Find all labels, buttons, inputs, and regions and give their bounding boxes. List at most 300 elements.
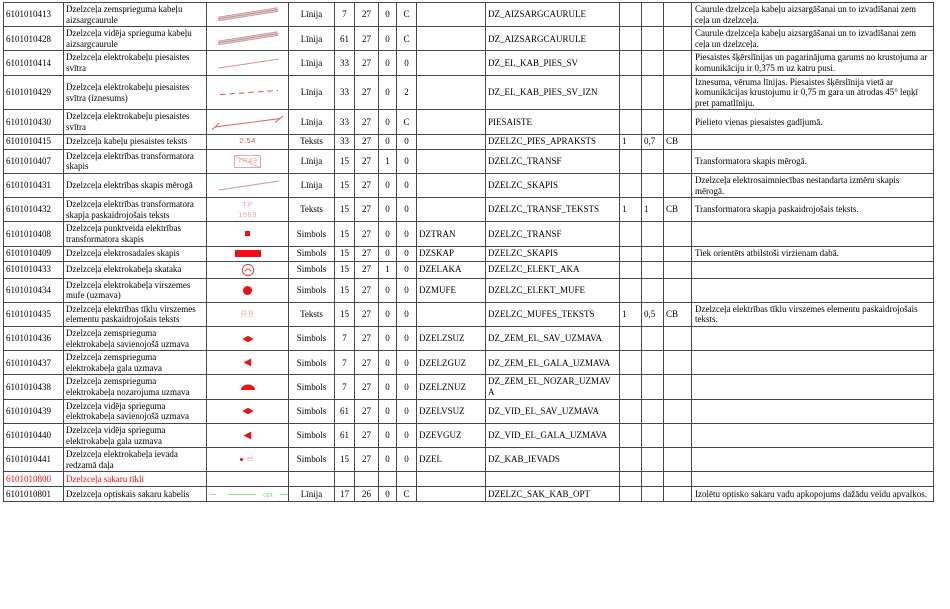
cell-layer-name: DZ_ZEM_EL_NOZAR_UZMAVA (486, 375, 620, 399)
cell-flag2: C (397, 487, 417, 502)
cell-type: Simbols (289, 375, 335, 399)
cell-description: Dzelzceļa elektrokabeļa skataka (64, 261, 207, 278)
cell-type: Simbols (289, 278, 335, 302)
cell-description: Dzelzceļa elektrības tīklu virszemes elementu paskaidrojošais teksts (64, 302, 207, 326)
cell-flag2: 0 (397, 222, 417, 246)
cell-block-code (417, 134, 486, 149)
cell-layer-name: DZELZC_SKAPIS (486, 173, 620, 197)
cell-weight: 7 (335, 375, 355, 399)
cell-weight: 15 (335, 246, 355, 261)
section-row (4, 472, 934, 487)
table-row (4, 261, 934, 278)
cell-symbol (207, 261, 289, 278)
cell-weight: 61 (335, 423, 355, 447)
cell-style (664, 487, 692, 502)
table-row (4, 198, 934, 222)
cell-symbol (207, 399, 289, 423)
cell-note: Pielieto vienas piesaistes gadījumā. (692, 110, 934, 134)
cell-layer-name: DZELZC_MUFES_TEKSTS (486, 302, 620, 326)
cell-type: Teksts (289, 134, 335, 149)
cell-block-code (417, 75, 486, 110)
cell-scale (620, 351, 642, 375)
cell-type: Simbols (289, 423, 335, 447)
cell-style (664, 3, 692, 27)
cell-style (664, 423, 692, 447)
cell-layer-name: DZ_VID_EL_SAV_UZMAVA (486, 399, 620, 423)
cell-symbol (207, 487, 289, 502)
cell-type: Līnija (289, 51, 335, 75)
hatched-line-symbol (212, 30, 284, 47)
cell-scale (620, 149, 642, 173)
cell-layer-name: DZ_EL_KAB_PIES_SV_IZN (486, 75, 620, 110)
cell-symbol (207, 278, 289, 302)
cell-height (642, 51, 664, 75)
cell-flag1: 0 (379, 423, 397, 447)
cell-note (692, 448, 934, 472)
cell-scale (620, 448, 642, 472)
cell-scale (620, 375, 642, 399)
cell-flag1: 0 (379, 399, 397, 423)
table-row (4, 246, 934, 261)
cell-height (642, 448, 664, 472)
cell-flag1: 0 (379, 327, 397, 351)
cell-height (642, 149, 664, 173)
cell-layer: 27 (355, 399, 379, 423)
cell-note: Iznesuma, vēruma līnijas. Piesaistes šķērslīnija vietā ar komunikācijas krustojumu ir 0,75 m gara un atrodas 45° leņķī pret pamatlīniju. (692, 75, 934, 110)
cell-id: 6101010435 (4, 302, 64, 326)
cell-weight: 15 (335, 261, 355, 278)
cell-block-code (417, 3, 486, 27)
cell-height (642, 173, 664, 197)
cell-layer: 27 (355, 327, 379, 351)
cell-id: 6101010431 (4, 173, 64, 197)
symbol-wrap (207, 404, 288, 418)
cell-layer: 27 (355, 198, 379, 222)
cell-layer: 27 (355, 110, 379, 134)
cell-block-code (417, 487, 486, 502)
cell-flag2: 0 (397, 278, 417, 302)
cell-layer: 27 (355, 351, 379, 375)
cell-weight: 15 (335, 278, 355, 302)
cell-note: Piesaistes šķērslīnijas un pagarinājuma garums no krustojuma ar komunikāciju ir 0,375 m uz katru pusi. (692, 51, 934, 75)
cell-layer: 27 (355, 134, 379, 149)
cell-height (642, 278, 664, 302)
cell-layer: 27 (355, 302, 379, 326)
cell-id: 6101010439 (4, 399, 64, 423)
sample-text-symbol: R8 (240, 309, 255, 320)
cell-flag2: 0 (397, 399, 417, 423)
cell-id: 6101010429 (4, 75, 64, 110)
cell-layer-name: DZ_EL_KAB_PIES_SV (486, 51, 620, 75)
cell-block-code: DZSKAP (417, 246, 486, 261)
cell-block-code (417, 173, 486, 197)
cell-layer: 27 (355, 27, 379, 51)
optical-cable-line-symbol (207, 488, 288, 500)
cell-symbol (207, 27, 289, 51)
cell-height (642, 222, 664, 246)
cell-description: Dzelzceļa vidēja sprieguma elektrokabeļa savienojošā uzmava (64, 399, 207, 423)
cell-note (692, 261, 934, 278)
cell-flag2: 0 (397, 246, 417, 261)
cell-symbol (207, 173, 289, 197)
dashed-line-symbol (212, 84, 284, 101)
table-row (4, 75, 934, 110)
cell-note: Dzelzceļa elektrosaimniecības nestandarta izmēru skapis mērogā. (692, 173, 934, 197)
cell-description: Dzelzceļa vidēja sprieguma elektrokabeļa gala uzmava (64, 423, 207, 447)
cell-height (642, 27, 664, 51)
cell-layer: 27 (355, 448, 379, 472)
cell-scale (620, 472, 642, 487)
cell-layer: 26 (355, 487, 379, 502)
symbol-wrap (207, 227, 288, 241)
cell-style (664, 278, 692, 302)
table-row (4, 27, 934, 51)
cell-type: Simbols (289, 399, 335, 423)
cell-style (664, 110, 692, 134)
cell-height (642, 351, 664, 375)
cell-type: Simbols (289, 351, 335, 375)
cell-layer-name: DZELZC_SAK_KAB_OPT (486, 487, 620, 502)
cell-layer-name: DZELZC_TRANSF_TEKSTS (486, 198, 620, 222)
cell-description: Dzelzceļa elektrokabeļa ievada redzamā daļa (64, 448, 207, 472)
ticked-line-symbol (209, 113, 287, 131)
cell-scale (620, 423, 642, 447)
symbol-wrap (207, 283, 288, 297)
cell-scale (620, 487, 642, 502)
cell-layer: 27 (355, 173, 379, 197)
cell-id: 6101010415 (4, 134, 64, 149)
cell-weight: 61 (335, 399, 355, 423)
cell-id: 6101010408 (4, 222, 64, 246)
cell-layer-name: PIESAISTE (486, 110, 620, 134)
cell-id: 6101010409 (4, 246, 64, 261)
cell-layer (355, 472, 379, 487)
cell-block-code: DZELZSUZ (417, 327, 486, 351)
cell-id: 6101010433 (4, 261, 64, 278)
cell-block-code (417, 472, 486, 487)
cell-flag1: 0 (379, 278, 397, 302)
symbol-wrap (207, 453, 288, 467)
cell-style (664, 375, 692, 399)
cell-block-code (417, 110, 486, 134)
cell-weight: 7 (335, 3, 355, 27)
table-row (4, 222, 934, 246)
cell-layer-name: DZELZC_TRANSF (486, 149, 620, 173)
cell-style: CB (664, 134, 692, 149)
cell-id: 6101010432 (4, 198, 64, 222)
table-row (4, 375, 934, 399)
table-row (4, 327, 934, 351)
cell-symbol (207, 51, 289, 75)
cell-layer-name: DZ_VID_EL_GALA_UZMAVA (486, 423, 620, 447)
cell-id: 6101010438 (4, 375, 64, 399)
cell-description: Dzelzceļa optiskais sakaru kabelis (64, 487, 207, 502)
cell-flag1: 0 (379, 110, 397, 134)
symbol-wrap (207, 113, 288, 131)
cell-flag1: 0 (379, 51, 397, 75)
cell-height (642, 487, 664, 502)
cell-type: Līnija (289, 487, 335, 502)
cell-note: Transformatora skapja paskaidrojošais teksts. (692, 198, 934, 222)
cell-style (664, 75, 692, 110)
cell-style (664, 448, 692, 472)
cell-description: Dzelzceļa zemsprieguma elektrokabeļa nozarojuma uzmava (64, 375, 207, 399)
cell-weight: 15 (335, 448, 355, 472)
table-row (4, 278, 934, 302)
cell-id: 6101010440 (4, 423, 64, 447)
cell-block-code (417, 149, 486, 173)
cell-id: 6101010800 (4, 472, 64, 487)
cell-weight: 33 (335, 75, 355, 110)
cell-symbol (207, 423, 289, 447)
cell-description: Dzelzceļa elektrokabeļu piesaistes svītra (iznesums) (64, 75, 207, 110)
cell-type (289, 472, 335, 487)
table-row (4, 351, 934, 375)
dome-symbol (240, 384, 256, 391)
cell-flag1: 0 (379, 351, 397, 375)
cell-height (642, 423, 664, 447)
transformer-box-symbol (234, 155, 262, 168)
symbol-wrap (207, 135, 288, 149)
cell-symbol (207, 327, 289, 351)
cell-layer-name: DZELZC_PIES_APRAKSTS (486, 134, 620, 149)
cell-description: Dzelzceļa elektrības transformatora skapis (64, 149, 207, 173)
cell-layer: 27 (355, 3, 379, 27)
cell-layer-name: DZ_KAB_IEVADS (486, 448, 620, 472)
cell-type: Līnija (289, 75, 335, 110)
table-row (4, 399, 934, 423)
cell-height (642, 75, 664, 110)
symbol-wrap (207, 472, 288, 486)
cell-flag2: 0 (397, 198, 417, 222)
cell-note (692, 278, 934, 302)
sample-text-symbol: 2.54 (239, 136, 256, 146)
cell-style (664, 261, 692, 278)
cell-layer-name: DZELZC_ELEKT_MUFE (486, 278, 620, 302)
filled-square-symbol (245, 231, 250, 236)
cell-flag1: 1 (379, 261, 397, 278)
cell-scale (620, 27, 642, 51)
cell-description: Dzelzceļa elektrokabeļa virszemes mufe (uzmava) (64, 278, 207, 302)
cell-id: 6101010434 (4, 278, 64, 302)
cell-type: Līnija (289, 149, 335, 173)
table-row (4, 487, 934, 502)
symbol-wrap (207, 332, 288, 346)
cell-weight: 61 (335, 27, 355, 51)
cell-style: CB (664, 198, 692, 222)
cell-style (664, 351, 692, 375)
cell-flag1: 0 (379, 246, 397, 261)
cell-type: Teksts (289, 302, 335, 326)
cell-id: 6101010437 (4, 351, 64, 375)
cell-layer-name (486, 472, 620, 487)
hatched-line-symbol (212, 6, 284, 23)
cell-scale (620, 75, 642, 110)
cell-style (664, 222, 692, 246)
cell-scale: 1 (620, 134, 642, 149)
cell-flag2: C (397, 3, 417, 27)
table-row (4, 134, 934, 149)
cell-flag1: 0 (379, 75, 397, 110)
table-row (4, 110, 934, 134)
cell-scale (620, 51, 642, 75)
cell-description: Dzelzceļa vidēja sprieguma kabeļu aizsargcaurule (64, 27, 207, 51)
cell-description: Dzelzceļa elektrokabeļu piesaistes svītra (64, 110, 207, 134)
cell-height (642, 261, 664, 278)
cell-block-code: DZEVGUZ (417, 423, 486, 447)
cell-flag1: 0 (379, 375, 397, 399)
cell-flag2: C (397, 27, 417, 51)
cell-block-code: DZELAKA (417, 261, 486, 278)
cell-type: Simbols (289, 261, 335, 278)
cell-note (692, 423, 934, 447)
cell-flag1 (379, 472, 397, 487)
cell-scale (620, 110, 642, 134)
cell-flag1: 0 (379, 198, 397, 222)
cell-weight: 15 (335, 173, 355, 197)
cell-height: 1 (642, 198, 664, 222)
table-row (4, 149, 934, 173)
cell-weight: 15 (335, 198, 355, 222)
cell-flag2: 0 (397, 302, 417, 326)
cell-block-code: DZELZNUZ (417, 375, 486, 399)
cell-height (642, 110, 664, 134)
cell-weight: 17 (335, 487, 355, 502)
cell-weight: 33 (335, 51, 355, 75)
transformer-box-label: TP49 (237, 155, 258, 165)
cell-symbol (207, 134, 289, 149)
cell-layer: 27 (355, 261, 379, 278)
cell-style (664, 246, 692, 261)
cell-weight: 33 (335, 110, 355, 134)
cell-type: Līnija (289, 173, 335, 197)
symbol-wrap (207, 307, 288, 321)
diamond-symbol (242, 335, 254, 343)
cell-layer-name: DZ_AIZSARGCAURULE (486, 27, 620, 51)
symbol-wrap (207, 262, 288, 278)
cell-id: 6101010801 (4, 487, 64, 502)
cell-symbol (207, 198, 289, 222)
cell-weight: 33 (335, 134, 355, 149)
cell-note (692, 375, 934, 399)
symbol-wrap (207, 55, 288, 72)
cell-flag2: 0 (397, 423, 417, 447)
spec-table (3, 2, 934, 502)
cell-block-code: DZMUFE (417, 278, 486, 302)
cell-flag1: 0 (379, 3, 397, 27)
cell-note: Transformatora skapis mērogā. (692, 149, 934, 173)
cell-note: Tiek orientēts atbilstoši virzienam dabā. (692, 246, 934, 261)
cell-symbol (207, 222, 289, 246)
cell-note: Izolētu optisko sakaru vadu apkopojums dažādu veidu apvalkos. (692, 487, 934, 502)
cell-layer-name: DZELZC_SKAPIS (486, 246, 620, 261)
cell-layer: 27 (355, 222, 379, 246)
cell-block-code: DZEL (417, 448, 486, 472)
cell-id: 6101010428 (4, 27, 64, 51)
cell-type: Līnija (289, 3, 335, 27)
cell-symbol (207, 375, 289, 399)
cell-symbol (207, 448, 289, 472)
cell-description: Dzelzceļa zemsprieguma elektrokabeļa gala uzmava (64, 351, 207, 375)
cell-layer: 27 (355, 423, 379, 447)
cell-note (692, 327, 934, 351)
cell-flag2: 0 (397, 327, 417, 351)
diamond-symbol (242, 407, 254, 415)
cell-description: Dzelzceļa elektrokabeļu piesaistes svītra (64, 51, 207, 75)
cell-description: Dzelzceļa elektrības transformatora skapja paskaidrojošais teksts (64, 198, 207, 222)
cell-weight: 7 (335, 351, 355, 375)
cell-block-code (417, 27, 486, 51)
symbol-wrap (207, 429, 288, 443)
symbol-wrap (207, 487, 288, 501)
cell-note: Caurule dzelzceļa kabeļu aizsargāšanai un to izvadīšanai zem ceļa un dzelzceļa. (692, 3, 934, 27)
cell-layer: 27 (355, 278, 379, 302)
cell-note (692, 351, 934, 375)
symbol-wrap (207, 6, 288, 23)
cell-block-code (417, 51, 486, 75)
cell-style (664, 327, 692, 351)
cell-flag2: 0 (397, 51, 417, 75)
cell-id: 6101010436 (4, 327, 64, 351)
manhole-circle-symbol (240, 262, 256, 278)
cell-layer-name: DZ_ZEM_EL_SAV_UZMAVA (486, 327, 620, 351)
entry-label: el. (247, 454, 255, 464)
cable-entry-symbol (240, 455, 255, 464)
cell-id: 6101010430 (4, 110, 64, 134)
cell-id: 6101010441 (4, 448, 64, 472)
symbol-wrap (207, 380, 288, 394)
cell-note (692, 399, 934, 423)
cell-flag2: 0 (397, 351, 417, 375)
table-row (4, 448, 934, 472)
cell-flag2: 0 (397, 173, 417, 197)
cell-layer-name: DZELZC_TRANSF (486, 222, 620, 246)
cell-scale (620, 3, 642, 27)
cell-height (642, 246, 664, 261)
cell-symbol (207, 302, 289, 326)
cell-layer: 27 (355, 149, 379, 173)
cell-note (692, 472, 934, 487)
cell-type: Simbols (289, 222, 335, 246)
cell-block-code: DZTRAN (417, 222, 486, 246)
cell-symbol (207, 3, 289, 27)
cell-scale (620, 261, 642, 278)
cell-flag2: 0 (397, 149, 417, 173)
cell-flag2: 2 (397, 75, 417, 110)
cell-height: 0,7 (642, 134, 664, 149)
cell-id: 6101010407 (4, 149, 64, 173)
symbol-wrap (207, 84, 288, 101)
cell-scale: 1 (620, 302, 642, 326)
cell-flag2: 0 (397, 134, 417, 149)
table-row (4, 51, 934, 75)
cell-height (642, 3, 664, 27)
cell-note: Dzelzceļa elektrības tīklu virszemes elementu paskaidrojošais teksts. (692, 302, 934, 326)
cell-type: Simbols (289, 246, 335, 261)
cell-description: Dzelzceļa sakaru tīkli (64, 472, 207, 487)
cell-height (642, 472, 664, 487)
cell-symbol (207, 75, 289, 110)
cell-scale (620, 399, 642, 423)
symbol-wrap (207, 154, 288, 168)
cell-height (642, 375, 664, 399)
left-triangle-symbol (243, 358, 252, 367)
cell-description: Dzelzceļa elektrības skapis mērogā (64, 173, 207, 197)
cell-layer: 27 (355, 375, 379, 399)
cell-style (664, 149, 692, 173)
cell-scale (620, 327, 642, 351)
cell-note (692, 222, 934, 246)
